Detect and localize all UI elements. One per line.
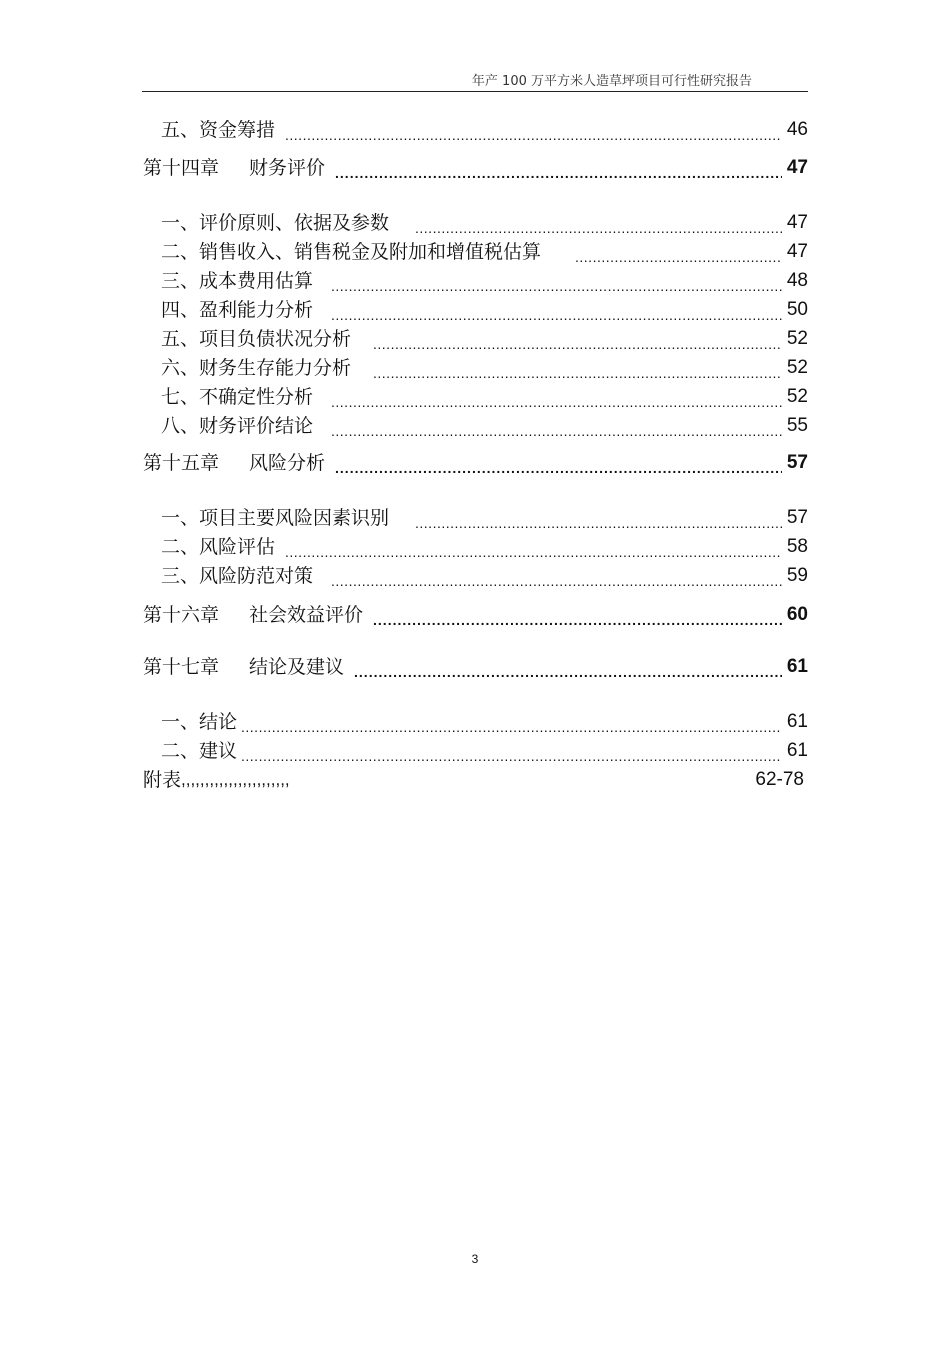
- toc-chapter-entry[interactable]: [143, 449, 808, 477]
- toc-entry[interactable]: [143, 562, 808, 590]
- toc-entry-page: 47: [786, 212, 808, 233]
- toc-entry-page: 52: [786, 328, 808, 349]
- toc-leader-dots: [373, 354, 782, 382]
- toc-leader-dots: [331, 267, 782, 295]
- toc-leader-dots: [335, 449, 782, 477]
- toc-leader-dots: [331, 412, 782, 440]
- toc-entry-label: 三、风险防范对策: [161, 565, 314, 587]
- toc-entry-page: 50: [786, 299, 808, 320]
- toc-appendix-leader: ,,,,,,,,,,,,,,,,,,,,,,,: [181, 770, 290, 789]
- toc-entry-page: 46: [786, 119, 808, 140]
- toc-chapter-number: 第十四章: [143, 157, 220, 179]
- toc-leader-dots: [241, 708, 782, 736]
- toc-entry[interactable]: [143, 325, 808, 353]
- toc-chapter-title: 财务评价: [249, 157, 326, 179]
- toc-leader-dots: [331, 296, 782, 324]
- toc-leader-dots: [335, 154, 782, 182]
- toc-entry-label: 三、成本费用估算: [161, 270, 314, 292]
- toc-entry-label: 七、不确定性分析: [161, 386, 314, 408]
- toc-entry-label: 一、评价原则、依据及参数: [161, 212, 390, 234]
- toc-chapter-number: 第十六章: [143, 604, 220, 626]
- toc-entry[interactable]: [143, 737, 808, 765]
- toc-entry-label: 二、建议: [161, 740, 238, 762]
- toc-entry-page: 47: [786, 241, 808, 262]
- page-number: 3: [471, 1252, 479, 1266]
- toc-leader-dots: [285, 533, 782, 561]
- toc-entry-label: 二、风险评估: [161, 536, 276, 558]
- toc-entry[interactable]: [143, 238, 808, 266]
- toc-entry-page: 61: [786, 740, 808, 761]
- toc-entry-page: 55: [786, 415, 808, 436]
- toc-chapter-title: 结论及建议: [249, 656, 345, 678]
- toc-appendix-page: 62-78: [755, 769, 804, 790]
- toc-leader-dots: [373, 325, 782, 353]
- toc-appendix-entry[interactable]: [143, 766, 808, 794]
- toc-entry-page: 61: [786, 656, 808, 677]
- toc-chapter-number: 第十七章: [143, 656, 220, 678]
- toc-appendix-label: 附表: [143, 769, 182, 791]
- toc-entry[interactable]: [143, 296, 808, 324]
- toc-leader-dots: [285, 116, 782, 144]
- toc-leader-dots: [331, 383, 782, 411]
- toc-entry[interactable]: [143, 412, 808, 440]
- toc-chapter-entry[interactable]: [143, 154, 808, 182]
- toc-entry[interactable]: [143, 209, 808, 237]
- toc-leader-dots: [373, 601, 782, 629]
- toc-leader-dots: [575, 238, 782, 266]
- toc-entry[interactable]: [143, 533, 808, 561]
- toc-entry[interactable]: [143, 383, 808, 411]
- toc-entry-label: 八、财务评价结论: [161, 415, 314, 437]
- toc-entry-label: 五、资金筹措: [161, 119, 276, 141]
- toc-entry-label: 五、项目负债状况分析: [161, 328, 352, 350]
- toc-leader-dots: [354, 653, 782, 681]
- toc-entry-page: 61: [786, 711, 808, 732]
- toc-chapter-entry[interactable]: [143, 653, 808, 681]
- toc-entry-page: 57: [786, 452, 808, 473]
- toc-entry-label: 六、财务生存能力分析: [161, 357, 352, 379]
- toc-leader-dots: [415, 504, 782, 532]
- toc-entry-page: 60: [786, 604, 808, 625]
- toc-chapter-title: 社会效益评价: [249, 604, 364, 626]
- toc-entry-page: 59: [786, 565, 808, 586]
- toc-leader-dots: [415, 209, 782, 237]
- document-title: 年产 100 万平方米人造草坪项目可行性研究报告: [471, 74, 752, 89]
- toc-chapter-number: 第十五章: [143, 452, 220, 474]
- toc-entry-label: 一、项目主要风险因素识别: [161, 507, 390, 529]
- page-header: [142, 70, 808, 92]
- toc-chapter-entry[interactable]: [143, 601, 808, 629]
- toc-leader-dots: [241, 737, 782, 765]
- toc-entry-page: 47: [786, 157, 808, 178]
- toc-entry-page: 58: [786, 536, 808, 557]
- toc-entry-label: 一、结论: [161, 711, 238, 733]
- toc-entry-label: 二、销售收入、销售税金及附加和增值税估算: [161, 241, 542, 263]
- toc-entry[interactable]: [143, 354, 808, 382]
- toc-entry-page: 52: [786, 386, 808, 407]
- toc-entry-page: 57: [786, 507, 808, 528]
- toc-leader-dots: [331, 562, 782, 590]
- toc-entry[interactable]: [143, 708, 808, 736]
- toc-entry-page: 48: [786, 270, 808, 291]
- toc-entry-label: 四、盈利能力分析: [161, 299, 314, 321]
- toc-entry-page: 52: [786, 357, 808, 378]
- toc-entry[interactable]: [143, 504, 808, 532]
- toc-entry[interactable]: [143, 116, 808, 144]
- toc-entry[interactable]: [143, 267, 808, 295]
- toc-chapter-title: 风险分析: [249, 452, 326, 474]
